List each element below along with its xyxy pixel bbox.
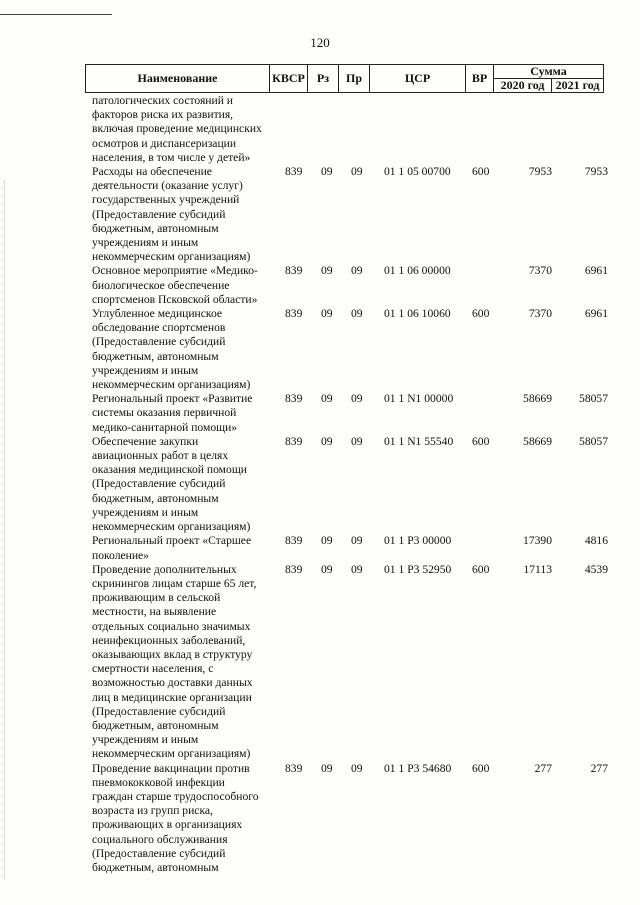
header-year-2020: 2020 год (494, 79, 552, 93)
table-row (92, 435, 622, 534)
row-sum-2020: 17390 (523, 534, 552, 548)
row-name: Проведение вакцинации против пневмококковой инфекции граждан старше трудоспособного возраста из групп риска, проживающих в организациях социального обслуживания (Предоставление субсидий бюджетным, автономным (92, 761, 259, 874)
row-sum-2021: 6961 (584, 264, 608, 278)
row-kvsr: 839 (285, 392, 303, 406)
row-csr: 01 1 P3 00000 (384, 534, 452, 548)
row-vr: 600 (472, 434, 490, 448)
header-rz: Рз (308, 65, 339, 93)
row-sum-2020: 17113 (523, 562, 552, 576)
row-rz: 09 (321, 562, 333, 576)
row-sum-2020: 7370 (528, 307, 552, 321)
header-sum: Сумма (494, 65, 604, 79)
row-rz: 09 (321, 264, 333, 278)
row-kvsr: 839 (285, 562, 303, 576)
row-sum-2021: 58057 (579, 434, 608, 448)
row-pr: 09 (351, 264, 363, 278)
row-name: Региональный проект «Старшее поколение» (92, 534, 252, 562)
row-rz: 09 (321, 434, 333, 448)
row-name: Основное мероприятие «Медико- биологическое обеспечение спортсменов Псковской области» (92, 264, 258, 306)
header-year-2021: 2021 год (552, 79, 604, 93)
row-name: Проведение дополнительных скринингов лицам старше 65 лет, проживающим в сельской местности, на выявление отдельных социально значимых неинфекционных заболеваний, оказывающих вклад в структуру смертности населения, с возможностью доставки данных лиц в медицинские организации (Предоставление субсидий бюджетным, автономным учреждениям и иным некоммерческим организациям) (92, 562, 257, 761)
row-kvsr: 839 (285, 264, 303, 278)
row-rz: 09 (321, 534, 333, 548)
row-sum-2021: 7953 (584, 165, 608, 179)
row-sum-2020: 277 (534, 761, 552, 775)
header-name: Наименование (86, 65, 270, 93)
row-kvsr: 839 (285, 307, 303, 321)
header-csr: ЦСР (370, 65, 466, 93)
row-kvsr: 839 (285, 165, 303, 179)
table-row (92, 165, 622, 264)
row-sum-2020: 58669 (523, 434, 552, 448)
row-name: патологических состояний и факторов риска их развития, включая проведение медицинских осмотров и диспансеризации населения, в том числе у детей» (92, 94, 262, 164)
row-csr: 01 1 N1 55540 (384, 434, 454, 448)
row-name: Обеспечение закупки авиационных работ в целях оказания медицинской помощи (Предоставление субсидий бюджетным, автономным учреждениям и иным некоммерческим организациям) (92, 434, 251, 534)
row-kvsr: 839 (285, 761, 303, 775)
row-pr: 09 (351, 534, 363, 548)
left-margin-marks (4, 180, 6, 880)
row-pr: 09 (351, 392, 363, 406)
row-vr: 600 (472, 562, 490, 576)
row-name: Углубленное медицинское обследование спортсменов (Предоставление субсидий бюджетным, автономным учреждениям и иным некоммерческим организациям) (92, 307, 251, 392)
table-row (92, 392, 622, 435)
row-sum-2021: 6961 (584, 307, 608, 321)
table-body (92, 94, 622, 875)
row-csr: 01 1 P3 54680 (384, 761, 452, 775)
row-sum-2021: 58057 (579, 392, 608, 406)
header-kvsr: КВСР (270, 65, 308, 93)
row-rz: 09 (321, 761, 333, 775)
row-rz: 09 (321, 165, 333, 179)
row-csr: 01 1 05 00700 (384, 165, 451, 179)
table-header (85, 64, 604, 93)
header-vr: ВР (466, 65, 494, 93)
top-left-rule (0, 14, 112, 15)
row-pr: 09 (351, 434, 363, 448)
table-row (92, 762, 622, 876)
header-pr: Пр (339, 65, 370, 93)
row-csr: 01 1 N1 00000 (384, 392, 454, 406)
row-sum-2021: 4539 (584, 562, 608, 576)
row-rz: 09 (321, 307, 333, 321)
table-row (92, 563, 622, 762)
row-pr: 09 (351, 761, 363, 775)
row-vr: 600 (472, 165, 490, 179)
row-sum-2021: 4816 (584, 534, 608, 548)
row-name: Расходы на обеспечение деятельности (оказание услуг) государственных учреждений (Предоставление субсидий бюджетным, автономным учреждениям и иным некоммерческим организациям) (92, 165, 251, 264)
row-csr: 01 1 06 10060 (384, 307, 451, 321)
row-name: Региональный проект «Развитие системы оказания первичной медико-санитарной помощи» (92, 392, 253, 434)
row-vr: 600 (472, 761, 490, 775)
table-row (92, 94, 622, 165)
row-sum-2020: 58669 (523, 392, 552, 406)
row-csr: 01 1 P3 52950 (384, 562, 452, 576)
table-row (92, 264, 622, 307)
row-kvsr: 839 (285, 434, 303, 448)
row-pr: 09 (351, 165, 363, 179)
row-pr: 09 (351, 307, 363, 321)
row-sum-2020: 7370 (528, 264, 552, 278)
row-rz: 09 (321, 392, 333, 406)
table-row (92, 534, 622, 562)
row-pr: 09 (351, 562, 363, 576)
row-vr: 600 (472, 307, 490, 321)
table-row (92, 307, 622, 392)
row-kvsr: 839 (285, 534, 303, 548)
page-number: 120 (310, 35, 330, 50)
row-sum-2020: 7953 (528, 165, 552, 179)
row-csr: 01 1 06 00000 (384, 264, 451, 278)
row-sum-2021: 277 (590, 761, 608, 775)
